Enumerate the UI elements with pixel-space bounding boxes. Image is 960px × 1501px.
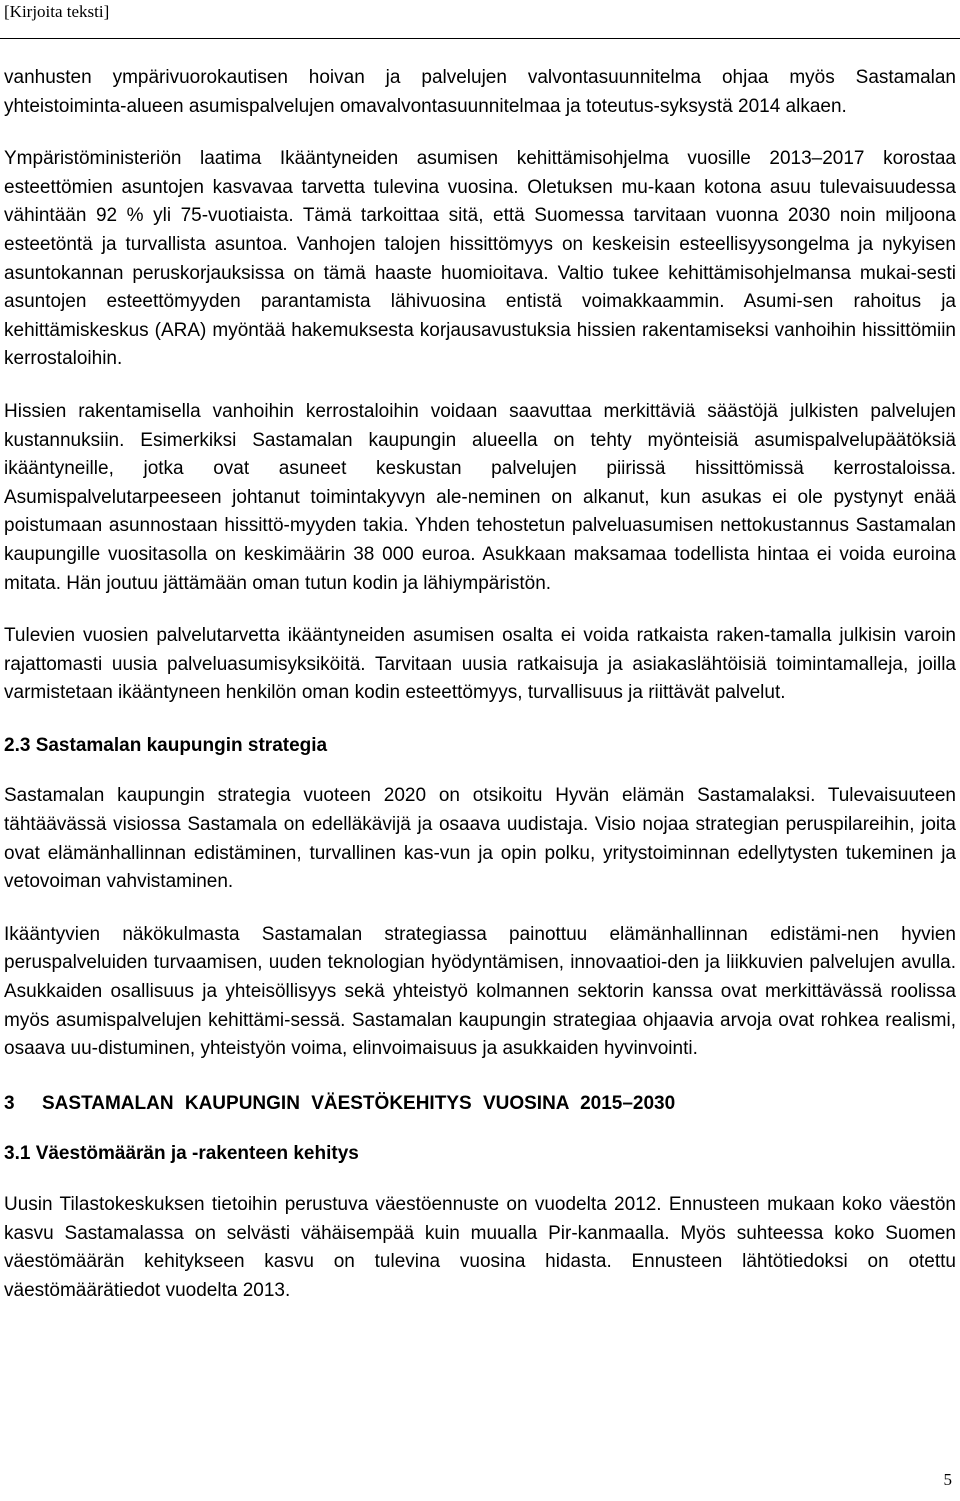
paragraph: Tulevien vuosien palvelutarvetta ikääntyneiden asumisen osalta ei voida ratkaista raken-tamalla julkisin varoin rajattomasti uusia palveluasumisyksiköitä. Tarvitaan uusia ratkaisuja ja asiakaslähtöisiä toimintamalleja, joilla varmistetaan ikääntyneen henkilön oman kodin esteettömyys, turvallisuus ja riittävät palvelut.	[4, 625, 956, 704]
header-divider	[0, 38, 960, 39]
paragraph: vanhusten ympärivuorokautisen hoivan ja palvelujen valvontasuunnitelma ohjaa myös Sastamalan yhteistoiminta-alueen asumispalvelujen omavalvontasuunnitelmaa ja toteutus-syksystä 2014 alkaen.	[4, 67, 956, 117]
chapter-number: 3	[4, 1092, 15, 1114]
chapter-heading	[4, 1090, 956, 1119]
paragraph: Ympäristöministeriön laatima Ikääntyneiden asumisen kehittämisohjelma vuosille 2013–2017 korostaa esteettömien asuntojen kasvavaa tarvetta tulevina vuosina. Oletuksen mu-kaan kotona asuu tulevaisuudessa vähintään 92 % yli 75-vuotiaista. Tämä tarkoittaa sitä, että Suomessa tarvitaan vuonna 2030 noin miljoona esteetöntä ja turvallista asuntoa. Vanhojen talojen hissittömyys on keskeisin esteellisyysongelma ja nykyisen asuntokannan peruskorjauksissa on tämä haaste huomioitava. Valtio tukee kehittämisohjelmansa mukai-sesti asuntojen esteettömyyden parantamista lähivuosina entistä voimakkaammin. Asumi-sen rahoitus ja kehittämiskeskus (ARA) myöntää hakemuksesta korjausavustuksia hissien rakentamiseksi vanhoihin hissittömiin kerrostaloihin.	[4, 148, 956, 370]
paragraph: Ikääntyvien näkökulmasta Sastamalan strategiassa painottuu elämänhallinnan edistämi-nen hyvien peruspalveluiden turvaamisen, uuden teknologian hyödyntämisen, innovaatioi-den ja liikkuvien palvelujen avulla. Asukkaiden osallisuus ja yhteisöllisyys sekä yhteistyö kolmannen sektorin kanssa ovat merkittävässä roolissa myös asumispalvelujen kehittämi-sessä. Sastamalan kaupungin strategiaa ohjaavia arvoja ovat rohkea realismi, osaava uu-distuminen, yhteistyön voima, elinvoimaisuus ja asukkaiden hyvinvointi.	[4, 923, 956, 1060]
paragraph: Uusin Tilastokeskuksen tietoihin perustuva väestöennuste on vuodelta 2012. Ennusteen mukaan koko väestön kasvu Sastamalassa on selvästi vähäisempää kuin muualla Pir-kanmaalla. Myös suhteessa koko Suomen väestömäärän kehitykseen kasvu on tulevina vuosina hidasta. Ennusteen lähtötiedoksi on otettu väestömäärätiedot vuodelta 2013.	[4, 1194, 956, 1301]
page-number: 5	[943, 1470, 952, 1489]
chapter-title: SASTAMALAN KAUPUNGIN VÄESTÖKEHITYS VUOSINA 2015–2030	[42, 1092, 676, 1114]
paragraph: Hissien rakentamisella vanhoihin kerrostaloihin voidaan saavuttaa merkittäviä säästöjä julkisten palvelujen kustannuksiin. Esimerkiksi Sastamalan kaupungin alueella on tehty myönteisiä asumispalvelupäätöksiä ikääntyneille, jotka ovat asuneet keskustan palvelujen piirissä hissittömissä kerrostaloissa. Asumispalvelutarpeeseen johtanut toimintakyvyn ale-neminen on alkanut, kun asukas ei ole pystynyt enää poistumaan asunnostaan hissittö-myyden takia. Yhden tehostetun palveluasumisen nettokustannus Sastamalan kaupungille vuositasolla on keskimäärin 38 000 euroa. Asukkaan maksamaa todellista hintaa ei voida euroina mitata. Hän joutuu jättämään oman tutun kodin ja lähiympäristön.	[4, 400, 956, 594]
section-heading: 2.3 Sastamalan kaupungin strategia	[4, 734, 328, 756]
page-header: [Kirjoita teksti]	[4, 2, 110, 21]
document-body	[4, 64, 956, 1329]
section-heading: 3.1 Väestömäärän ja -rakenteen kehitys	[4, 1143, 359, 1165]
paragraph: Sastamalan kaupungin strategia vuoteen 2020 on otsikoitu Hyvän elämän Sastamalaksi. Tulevaisuuteen tähtäävässä visiossa Sastamala on edelläkävijä ja osaava uudistaja. Visio nojaa strategian peruspilareihin, joita ovat elämänhallinnan edistäminen, turvallinen kas-vun ja opin polku, yritystoiminnan edellytysten tukeminen ja vetovoiman vahvistaminen.	[4, 785, 956, 893]
